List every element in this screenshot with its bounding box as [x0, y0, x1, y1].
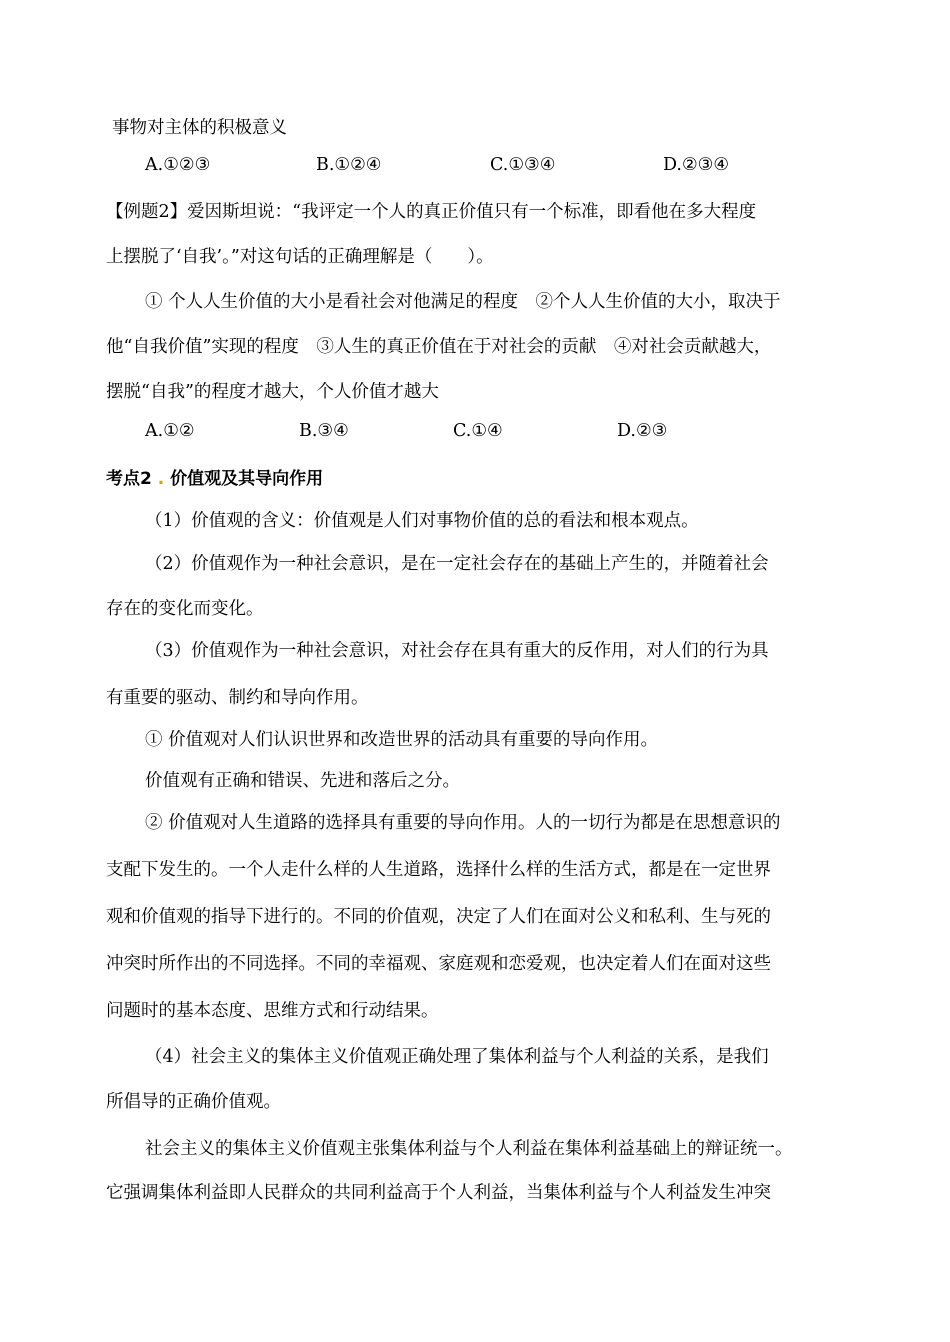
choice-c: C.①③④: [490, 155, 556, 175]
paragraph-line: （2）价值观作为一种社会意识，是在一定社会存在的基础上产生的，并随着社会: [145, 554, 769, 574]
option-statements-line: ① 个人人生价值的大小是看社会对他满足的程度 ②个人人生价值的大小，取决于: [145, 292, 781, 312]
heading-dot: .: [157, 469, 165, 489]
option-statements-line: 摆脱“自我”的程度才越大，个人价值才越大: [106, 382, 439, 402]
section-title: 价值观及其导向作用: [170, 469, 324, 489]
paragraph-line: ② 价值观对人生道路的选择具有重要的导向作用。人的一切行为都是在思想意识的: [145, 813, 781, 833]
choice-d: D.②③: [617, 421, 668, 441]
choice-b: B.①②④: [316, 155, 382, 175]
paragraph-line: ① 价值观对人们认识世界和改造世界的活动具有重要的导向作用。: [145, 730, 659, 750]
paragraph-line: 所倡导的正确价值观。: [106, 1092, 281, 1112]
paragraph-line: 它强调集体利益即人民群众的共同利益高于个人利益，当集体利益与个人利益发生冲突: [106, 1183, 771, 1203]
choice-a: A.①②: [145, 421, 195, 441]
paragraph-line: 价值观有正确和错误、先进和落后之分。: [145, 771, 460, 791]
choice-b: B.③④: [299, 421, 349, 441]
paragraph-line: 问题时的基本态度、思维方式和行动结果。: [106, 1001, 439, 1021]
section-heading: [106, 464, 323, 489]
paragraph-line: 支配下发生的。一个人走什么样的人生道路，选择什么样的生活方式，都是在一定世界: [106, 860, 771, 880]
paragraph-line: （4）社会主义的集体主义价值观正确处理了集体利益与个人利益的关系，是我们: [145, 1047, 769, 1067]
paragraph-line: （1）价值观的含义：价值观是人们对事物价值的总的看法和根本观点。: [145, 511, 699, 531]
paragraph-line: 冲突时所作出的不同选择。不同的幸福观、家庭观和恋爱观，也决定着人们在面对这些: [106, 954, 771, 974]
section-number: 考点2: [106, 469, 152, 489]
choice-c: C.①④: [453, 421, 503, 441]
option-statements-line: 他“自我价值”实现的程度 ③人生的真正价值在于对社会的贡献 ④对社会贡献越大，: [106, 337, 772, 357]
paragraph-line: （3）价值观作为一种社会意识，对社会存在具有重大的反作用，对人们的行为具: [145, 641, 769, 661]
paragraph-line: 社会主义的集体主义价值观主张集体利益与个人利益在集体利益基础上的辩证统一。: [145, 1139, 793, 1159]
paragraph-line: 有重要的驱动、制约和导向作用。: [106, 688, 369, 708]
example-question-line: 【例题2】爱因斯坦说：“我评定一个人的真正价值只有一个标准，即看他在多大程度: [106, 202, 757, 222]
paragraph-line: 存在的变化而变化。: [106, 599, 264, 619]
text-line: 上摆脱了‘自我’。”对这句话的正确理解是（ ）。: [106, 247, 494, 267]
choice-d: D.②③④: [663, 155, 730, 175]
text-line: 事物对主体的积极意义: [112, 118, 287, 138]
paragraph-line: 观和价值观的指导下进行的。不同的价值观，决定了人们在面对公义和私利、生与死的: [106, 907, 771, 927]
choice-a: A.①②③: [145, 155, 211, 175]
